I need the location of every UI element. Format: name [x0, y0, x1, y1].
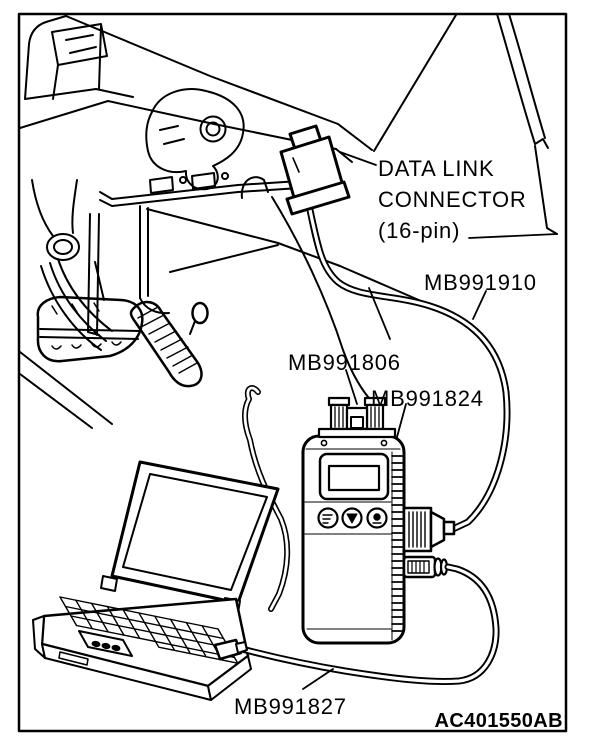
figure-code: AC401550AB [434, 710, 563, 732]
label-mb991910: MB991910 [424, 270, 537, 295]
usb-port-plug [404, 557, 447, 577]
label-mb991824: MB991824 [371, 386, 484, 411]
leader-mb991827 [303, 669, 333, 689]
label-mb991827: MB991827 [234, 694, 347, 719]
vci-lcd-bezel [320, 454, 388, 499]
db-connector [404, 508, 454, 551]
laptop [33, 462, 278, 700]
leader-dlc [340, 152, 376, 165]
dlc-plug [281, 126, 349, 214]
label-mb991806: MB991806 [288, 350, 401, 375]
label-data-link-connector: DATA LINK CONNECTOR (16-pin) [378, 156, 527, 243]
enter-button-icon [374, 514, 380, 520]
vci-unit [303, 398, 454, 643]
